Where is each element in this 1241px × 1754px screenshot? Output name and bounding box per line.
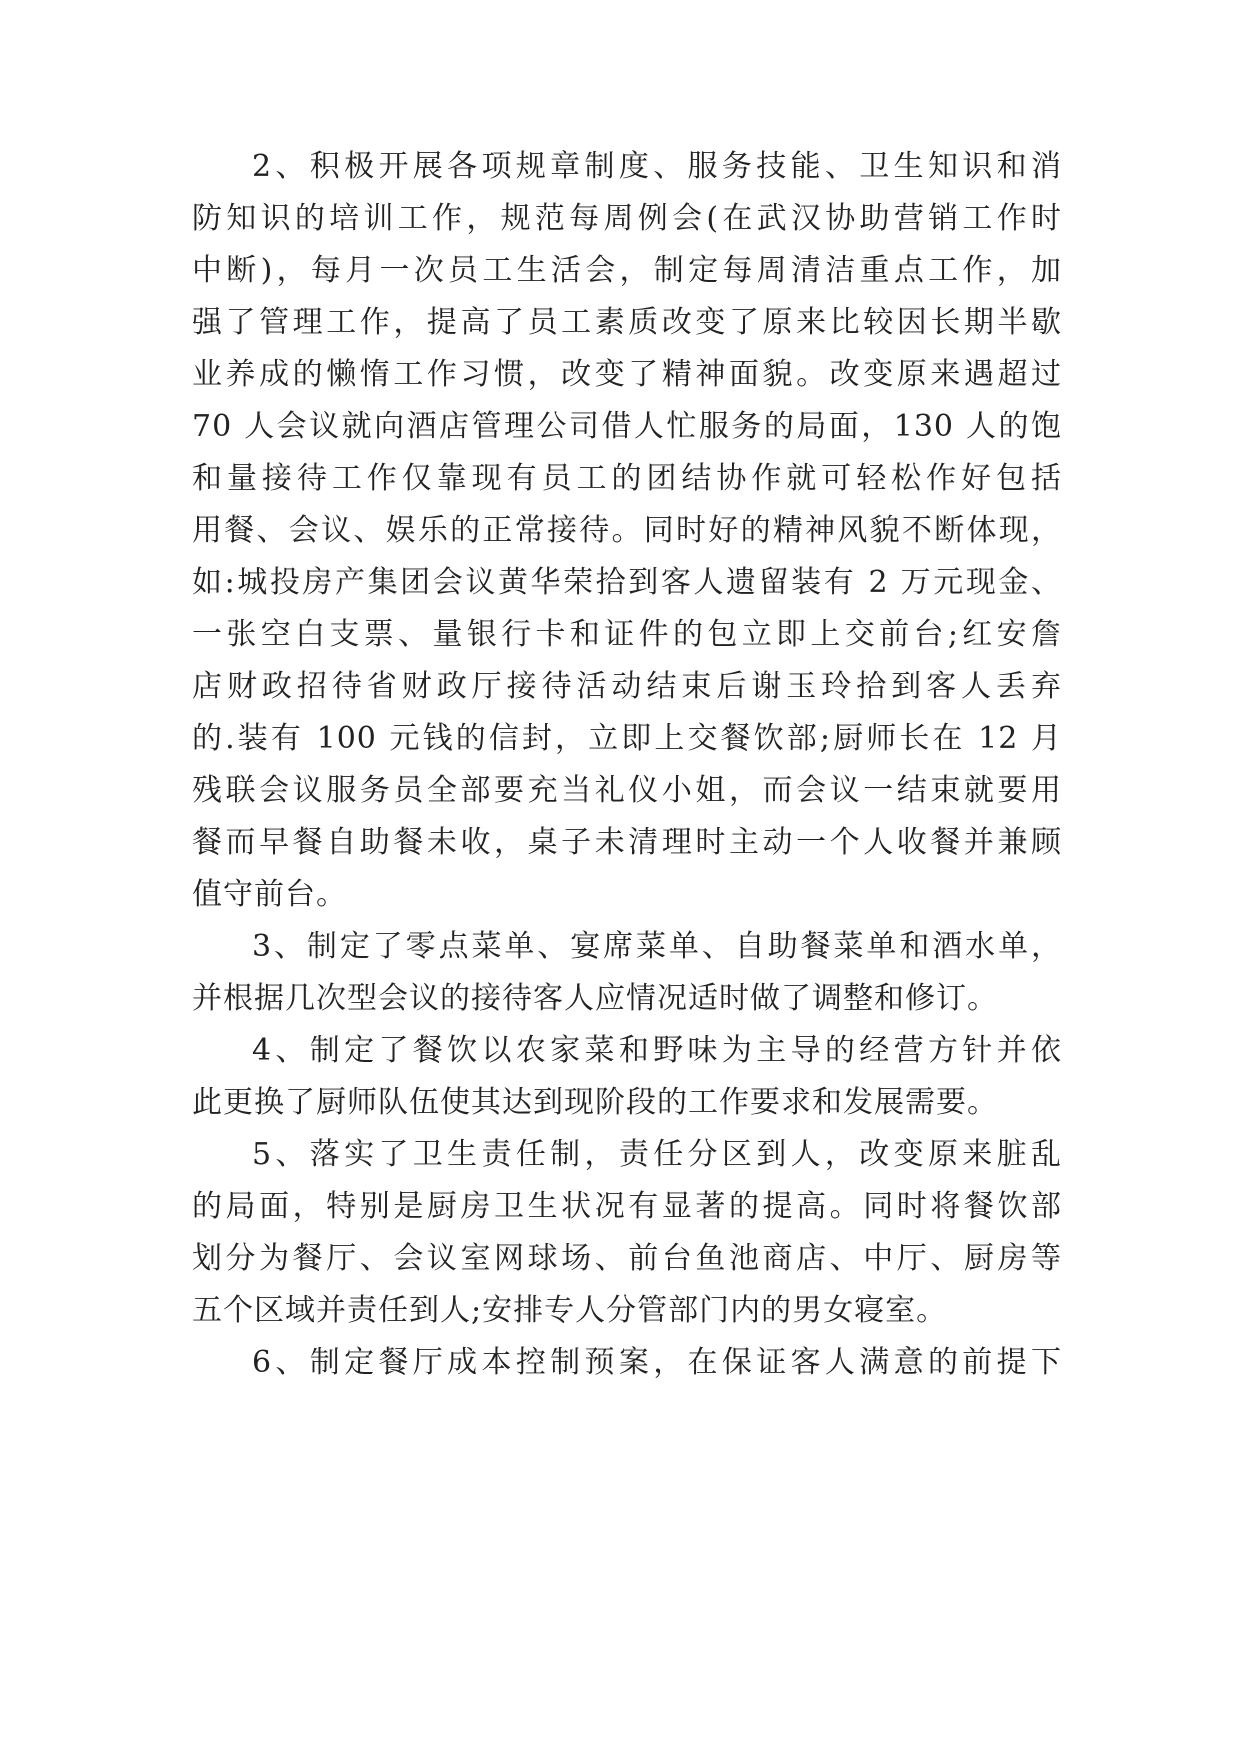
- text-line: 值守前台。: [192, 877, 347, 912]
- text-line: 餐而早餐自助餐未收，桌子未清理时主动一个人收餐并兼顾: [192, 825, 1062, 860]
- text-line: 强了管理工作，提高了员工素质改变了原来比较因长期半歇: [192, 305, 1062, 340]
- text-line: 中断)，每月一次员工生活会，制定每周清洁重点工作，加: [192, 253, 1062, 288]
- text-line: 70 人会议就向酒店管理公司借人忙服务的局面，130 人的饱: [192, 409, 1062, 444]
- text-line: 用餐、会议、娱乐的正常接待。同时好的精神风貌不断体现，: [192, 513, 1062, 548]
- text-line: 业养成的懒惰工作习惯，改变了精神面貌。改变原来遇超过: [192, 357, 1062, 392]
- text-line: 的.装有 100 元钱的信封，立即上交餐饮部;厨师长在 12 月: [192, 721, 1062, 756]
- text-line: 店财政招待省财政厅接待活动结束后谢玉玲拾到客人丢弃: [192, 669, 1062, 704]
- text-line: 的局面，特别是厨房卫生状况有显著的提高。同时将餐饮部: [192, 1189, 1062, 1224]
- text-line: 如:城投房产集团会议黄华荣拾到客人遗留装有 2 万元现金、: [192, 565, 1062, 600]
- text-line: 残联会议服务员全部要充当礼仪小姐，而会议一结束就要用: [192, 773, 1062, 808]
- text-line: 一张空白支票、量银行卡和证件的包立即上交前台;红安詹: [192, 617, 1062, 652]
- text-line: 6、制定餐厅成本控制预案，在保证客人满意的前提下: [252, 1345, 1062, 1380]
- text-line: 和量接待工作仅靠现有员工的团结协作就可轻松作好包括: [192, 461, 1062, 496]
- text-line: 5、落实了卫生责任制，责任分区到人，改变原来脏乱: [252, 1137, 1062, 1172]
- text-line: 4、制定了餐饮以农家菜和野味为主导的经营方针并依: [252, 1033, 1062, 1068]
- text-line: 防知识的培训工作，规范每周例会(在武汉协助营销工作时: [192, 201, 1062, 236]
- text-line: 五个区域并责任到人;安排专人分管部门内的男女寝室。: [192, 1293, 948, 1328]
- text-line: 划分为餐厅、会议室网球场、前台鱼池商店、中厅、厨房等: [192, 1241, 1062, 1276]
- text-line: 3、制定了零点菜单、宴席菜单、自助餐菜单和酒水单，: [252, 929, 1062, 964]
- text-line: 2、积极开展各项规章制度、服务技能、卫生知识和消: [252, 149, 1062, 184]
- text-line: 此更换了厨师队伍使其达到现阶段的工作要求和发展需要。: [192, 1085, 998, 1120]
- text-line: 并根据几次型会议的接待客人应情况适时做了调整和修订。: [192, 981, 998, 1016]
